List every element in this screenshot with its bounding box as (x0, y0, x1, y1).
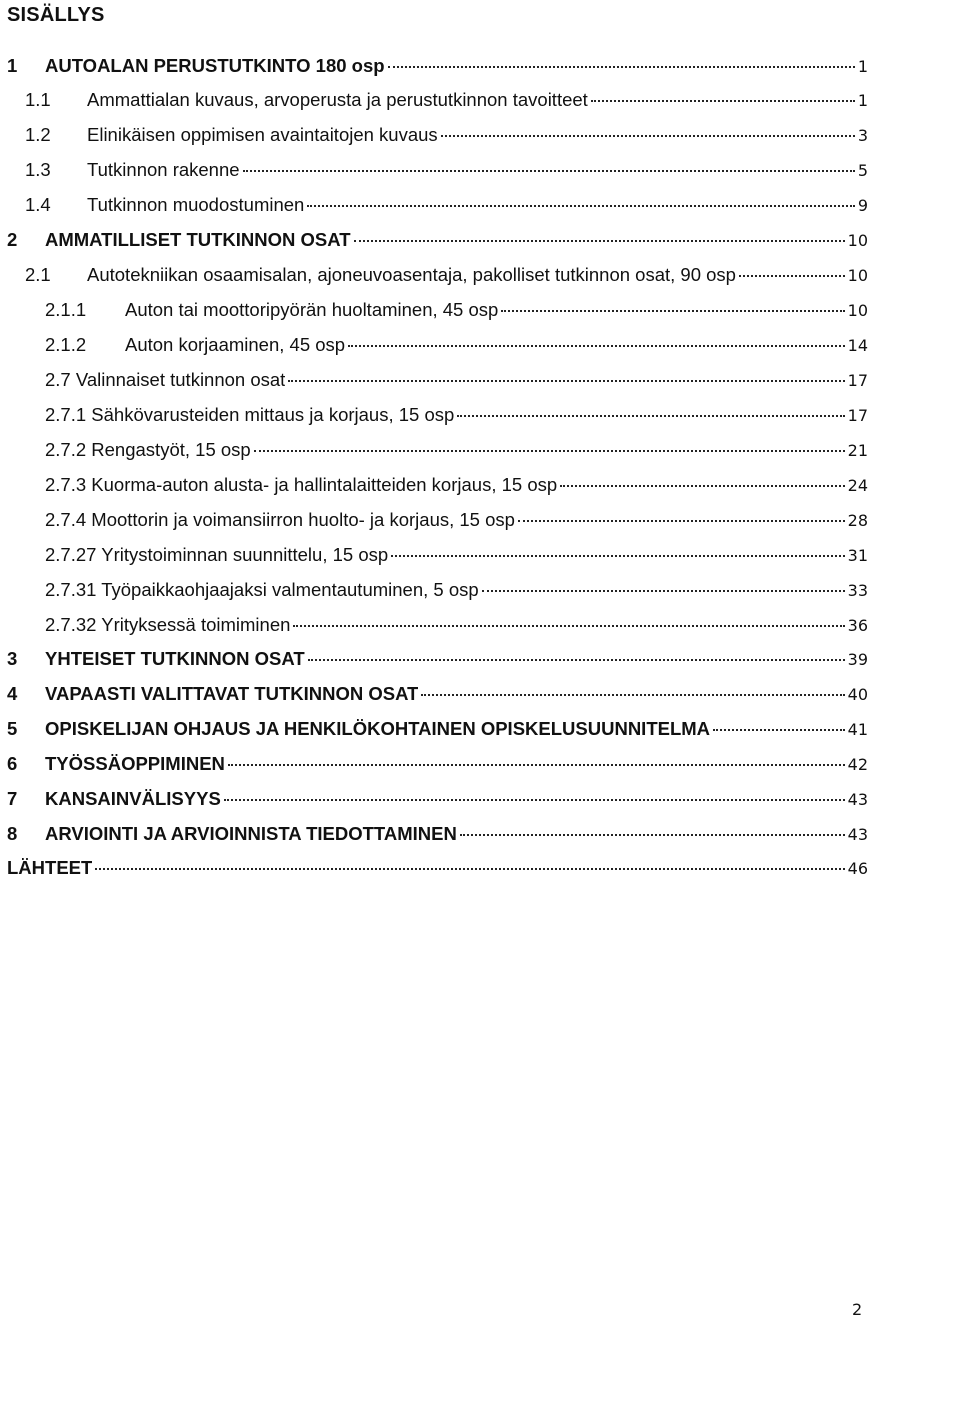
toc-entry-page: 10 (847, 231, 868, 250)
toc-entry-number: 7 (7, 788, 18, 809)
toc-entry-page: 41 (847, 720, 868, 739)
toc-entry-title: Tutkinnon rakenne (87, 159, 240, 180)
toc-entry-page: 33 (847, 581, 868, 600)
toc-entry-number: 1.2 (25, 124, 51, 145)
toc-entry[interactable] (45, 474, 868, 500)
toc-entry-page: 46 (847, 859, 868, 878)
toc-entry[interactable] (7, 788, 868, 814)
toc-entry[interactable] (25, 89, 868, 115)
toc-dot-leader (95, 868, 844, 870)
toc-dot-leader (354, 240, 845, 242)
toc-entry-number: 3 (7, 648, 18, 669)
toc-dot-leader (501, 310, 844, 312)
toc-entry-number: 6 (7, 753, 18, 774)
toc-entry-title: Auton korjaaminen, 45 osp (125, 334, 346, 355)
toc-entry-page: 5 (857, 161, 868, 180)
toc-entry-title: Autotekniikan osaamisalan, ajoneuvoasentaja, pakolliset tutkinnon osat, 90 osp (87, 264, 736, 285)
toc-entry-title: ARVIOINTI JA ARVIOINNISTA TIEDOTTAMINEN (45, 823, 457, 844)
toc-entry-number: 1.3 (25, 159, 51, 180)
toc-entry-page: 39 (847, 650, 868, 669)
toc-dot-leader (713, 729, 845, 731)
toc-dot-leader (518, 520, 845, 522)
toc-entry[interactable] (45, 614, 868, 640)
toc-entry-number: 1.4 (25, 194, 51, 215)
toc-entry-page: 24 (847, 476, 868, 495)
toc-entry-number: 2.1 (25, 264, 51, 285)
toc-entry[interactable] (7, 857, 868, 883)
toc-entry-title: LÄHTEET (7, 857, 93, 878)
toc-entry[interactable] (7, 229, 868, 255)
toc-entry-title: YHTEISET TUTKINNON OSAT (45, 648, 305, 669)
toc-entry-page: 42 (847, 755, 868, 774)
toc-entry[interactable] (7, 718, 868, 744)
toc-entry-page: 36 (847, 616, 868, 635)
toc-entry-number: 8 (7, 823, 18, 844)
toc-entry[interactable] (45, 404, 868, 430)
toc-entry-title: TYÖSSÄOPPIMINEN (45, 753, 225, 774)
toc-entry-title: Elinikäisen oppimisen avaintaitojen kuvaus (87, 124, 438, 145)
toc-entry[interactable] (25, 159, 868, 185)
toc-dot-leader (460, 834, 845, 836)
toc-entry[interactable] (45, 299, 868, 325)
toc-entry[interactable] (25, 194, 868, 220)
toc-entry-number: 2 (7, 229, 18, 250)
toc-entry-title: 2.7 Valinnaiset tutkinnon osat (45, 369, 286, 390)
toc-entry-number: 2.1.1 (45, 299, 87, 320)
toc-dot-leader (388, 66, 855, 68)
toc-entry-title: Auton tai moottoripyörän huoltaminen, 45 osp (125, 299, 499, 320)
toc-entry-number: 4 (7, 683, 18, 704)
toc-entry-page: 17 (847, 406, 868, 425)
toc-dot-leader (243, 170, 855, 172)
toc-dot-leader (228, 764, 845, 766)
toc-entry-title: AMMATILLISET TUTKINNON OSAT (45, 229, 351, 250)
toc-entry-title: OPISKELIJAN OHJAUS JA HENKILÖKOHTAINEN OPISKELUSUUNNITELMA (45, 718, 711, 739)
page-number: 2 (852, 1300, 863, 1319)
toc-dot-leader (441, 135, 855, 137)
toc-entry[interactable] (7, 648, 868, 674)
toc-dot-leader (482, 590, 845, 592)
toc-entry-page: 17 (847, 371, 868, 390)
toc-entry[interactable] (7, 683, 868, 709)
toc-entry[interactable] (45, 509, 868, 535)
toc-entry-number: 2.1.2 (45, 334, 87, 355)
toc-entry-page: 43 (847, 825, 868, 844)
toc-entry-title: Ammattialan kuvaus, arvoperusta ja perustutkinnon tavoitteet (87, 89, 588, 110)
toc-entry-page: 10 (847, 266, 868, 285)
toc-entry-title: 2.7.3 Kuorma-auton alusta- ja hallintalaitteiden korjaus, 15 osp (45, 474, 558, 495)
toc-entry[interactable] (45, 439, 868, 465)
toc-entry-page: 1 (857, 57, 868, 76)
toc-dot-leader (288, 380, 844, 382)
toc-entry[interactable] (45, 579, 868, 605)
page-title: SISÄLLYS (7, 4, 105, 26)
toc-entry[interactable] (25, 264, 868, 290)
toc-entry-title: 2.7.1 Sähkövarusteiden mittaus ja korjaus, 15 osp (45, 404, 455, 425)
toc-entry-page: 10 (847, 301, 868, 320)
toc-entry-page: 21 (847, 441, 868, 460)
toc-entry-page: 1 (857, 91, 868, 110)
toc-dot-leader (254, 450, 845, 452)
toc-entry-title: KANSAINVÄLISYYS (45, 788, 221, 809)
toc-entry[interactable] (7, 753, 868, 779)
toc-entry-title: 2.7.31 Työpaikkaohjaajaksi valmentautuminen, 5 osp (45, 579, 479, 600)
toc-entry-title: AUTOALAN PERUSTUTKINTO 180 osp (45, 55, 385, 76)
toc-entry-page: 31 (847, 546, 868, 565)
toc-dot-leader (391, 555, 844, 557)
toc-entry-number: 1.1 (25, 89, 51, 110)
toc-dot-leader (307, 205, 854, 207)
toc-entry-page: 9 (857, 196, 868, 215)
toc-entry[interactable] (45, 334, 868, 360)
toc-entry-page: 40 (847, 685, 868, 704)
toc-dot-leader (308, 659, 845, 661)
toc-dot-leader (348, 345, 845, 347)
toc-dot-leader (591, 100, 855, 102)
toc-entry-title: 2.7.4 Moottorin ja voimansiirron huolto- ja korjaus, 15 osp (45, 509, 515, 530)
toc-entry-page: 3 (857, 126, 868, 145)
toc-entry-page: 28 (847, 511, 868, 530)
toc-entry-title: Tutkinnon muodostuminen (87, 194, 305, 215)
toc-entry-title: VAPAASTI VALITTAVAT TUTKINNON OSAT (45, 683, 419, 704)
toc-entry[interactable] (45, 544, 868, 570)
toc-entry-title: 2.7.2 Rengastyöt, 15 osp (45, 439, 251, 460)
toc-dot-leader (293, 625, 844, 627)
toc-entry[interactable] (7, 823, 868, 849)
toc-dot-leader (560, 485, 844, 487)
toc-dot-leader (421, 694, 844, 696)
toc-entry[interactable] (7, 55, 868, 81)
toc-entry-title: 2.7.27 Yritystoiminnan suunnittelu, 15 osp (45, 544, 389, 565)
toc-dot-leader (224, 799, 845, 801)
toc-entry-page: 43 (847, 790, 868, 809)
toc-entry-number: 5 (7, 718, 18, 739)
toc-entry-title: 2.7.32 Yrityksessä toimiminen (45, 614, 291, 635)
toc-entry[interactable] (45, 369, 868, 395)
toc-entry[interactable] (25, 124, 868, 150)
toc-entry-page: 14 (847, 336, 868, 355)
toc-dot-leader (457, 415, 844, 417)
toc-entry-number: 1 (7, 55, 18, 76)
toc-dot-leader (739, 275, 845, 277)
